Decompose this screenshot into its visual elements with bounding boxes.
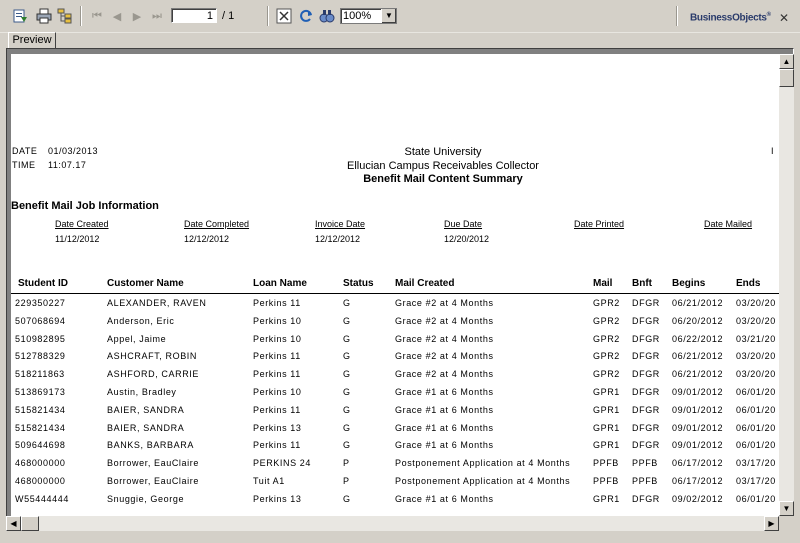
group-tree-icon[interactable] (56, 7, 74, 25)
cell-mail-created: Grace #1 at 6 Months (395, 440, 494, 451)
cell-customer-name: Austin, Bradley (107, 387, 177, 397)
cell-student-id: 512788329 (15, 351, 66, 362)
cell-mail: PPFB (593, 458, 619, 469)
refresh-icon[interactable] (297, 7, 315, 25)
report-page (11, 54, 779, 516)
column-header-begins: Begins (672, 278, 706, 289)
tab-preview[interactable]: Preview (8, 32, 56, 49)
job-header-invoice-date: Invoice Date (315, 219, 366, 229)
job-value-date-completed: 12/12/2012 (184, 234, 230, 244)
cell-status: G (343, 298, 351, 308)
cell-begins: 06/20/2012 (672, 315, 724, 326)
cell-ends: 06/01/20 (736, 387, 776, 397)
cell-mail: GPR2 (593, 369, 620, 380)
cell-mail-created: Grace #2 at 4 Months (395, 369, 494, 380)
cell-bnft: DFGR (632, 315, 660, 326)
toolbar-separator (267, 6, 269, 26)
job-header-date-printed: Date Printed (574, 219, 625, 229)
cell-ends: 03/21/20 (736, 333, 776, 344)
cell-mail: GPR1 (593, 440, 620, 451)
cell-mail: GPR2 (593, 333, 620, 344)
cell-bnft: DFGR (632, 387, 660, 397)
system-name: Ellucian Campus Receivables Collector (347, 160, 539, 172)
cell-mail-created: Grace #1 at 6 Months (395, 404, 494, 415)
cell-ends: 03/20/20 (736, 298, 776, 308)
cell-student-id: 507068694 (15, 315, 66, 326)
cell-customer-name: ALEXANDER, RAVEN (107, 298, 207, 308)
cell-ends: 06/01/20 (736, 422, 776, 433)
cell-mail-created: Postponement Application at 4 Months (395, 476, 571, 486)
cell-status: G (343, 369, 351, 380)
cell-customer-name: Borrower, EauClaire (107, 458, 199, 469)
page-number-input[interactable]: 1 (171, 8, 217, 23)
cell-mail-created: Postponement Application at 4 Months (395, 458, 571, 469)
cell-bnft: DFGR (632, 422, 660, 433)
cell-student-id: 515821434 (15, 404, 66, 415)
cell-student-id: 229350227 (15, 298, 66, 308)
cell-student-id: 510982895 (15, 333, 66, 344)
column-header-bnft: Bnft (632, 278, 652, 289)
cell-status: G (343, 315, 351, 326)
cell-loan-name: Perkins 11 (253, 351, 301, 362)
next-page-icon[interactable]: ▶ (132, 10, 142, 23)
cell-status: G (343, 404, 351, 415)
cell-ends: 06/01/20 (736, 404, 776, 415)
job-value-invoice-date: 12/12/2012 (315, 234, 361, 244)
close-icon[interactable]: ✕ (779, 11, 790, 25)
cell-ends: 06/01/20 (736, 493, 776, 504)
cell-status: P (343, 458, 350, 469)
cell-status: G (343, 333, 351, 344)
cell-mail: GPR2 (593, 351, 620, 362)
cell-customer-name: Anderson, Eric (107, 315, 175, 326)
section-title: Benefit Mail Job Information (11, 200, 159, 212)
vertical-scrollbar[interactable] (779, 54, 794, 516)
cell-bnft: DFGR (632, 493, 660, 504)
column-header-status: Status (343, 278, 374, 289)
stop-icon[interactable] (275, 7, 293, 25)
cell-mail-created: Grace #1 at 6 Months (395, 493, 494, 504)
cell-mail-created: Grace #2 at 4 Months (395, 351, 494, 362)
cell-ends: 03/20/20 (736, 351, 776, 362)
column-header-customer-name: Customer Name (107, 278, 184, 289)
toolbar-separator (676, 6, 678, 26)
cell-status: P (343, 476, 350, 486)
cell-loan-name: Tuit A1 (253, 476, 285, 486)
cell-student-id: 468000000 (15, 458, 66, 469)
print-icon[interactable] (35, 7, 53, 25)
cell-begins: 09/01/2012 (672, 440, 724, 451)
cell-loan-name: Perkins 10 (253, 315, 302, 326)
first-page-icon[interactable]: ⏮ (92, 9, 102, 22)
cell-mail-created: Grace #1 at 6 Months (395, 387, 494, 397)
cell-mail: GPR2 (593, 298, 620, 308)
zoom-value: 100% (343, 10, 372, 22)
cell-customer-name: ASHCRAFT, ROBIN (107, 351, 198, 362)
cell-status: G (343, 351, 351, 362)
cell-student-id: 509644698 (15, 440, 66, 451)
scroll-down-icon[interactable]: ▼ (779, 501, 794, 516)
cell-ends: 03/17/20 (736, 476, 776, 486)
cell-begins: 06/22/2012 (672, 333, 724, 344)
scroll-left-icon[interactable]: ◀ (6, 516, 21, 531)
cell-student-id: 513869173 (15, 387, 66, 397)
org-name: State University (404, 146, 482, 158)
column-header-mail: Mail (593, 278, 613, 289)
cell-mail: GPR1 (593, 404, 620, 415)
brand-logo: BusinessObjects® (690, 12, 771, 24)
cell-bnft: DFGR (632, 440, 660, 451)
job-header-date-created: Date Created (55, 219, 109, 229)
toolbar-separator (80, 6, 82, 26)
cell-mail-created: Grace #2 at 4 Months (395, 333, 494, 344)
zoom-select[interactable] (340, 8, 397, 24)
column-header-ends: Ends (736, 278, 761, 289)
edge-mark: I (771, 146, 774, 156)
export-icon[interactable] (11, 7, 29, 25)
cell-student-id: 515821434 (15, 422, 66, 433)
table-row (11, 334, 779, 352)
job-value-date-created: 11/12/2012 (55, 234, 100, 244)
cell-begins: 06/21/2012 (672, 351, 724, 362)
table-row (11, 316, 779, 334)
cell-customer-name: Snuggie, George (107, 493, 185, 504)
cell-begins: 09/02/2012 (672, 493, 724, 504)
column-header-loan-name: Loan Name (253, 278, 307, 289)
table-row (11, 298, 779, 316)
cell-student-id: 518211863 (15, 369, 65, 380)
cell-mail-created: Grace #2 at 4 Months (395, 315, 494, 326)
cell-customer-name: BAIER, SANDRA (107, 404, 185, 415)
cell-ends: 03/17/20 (736, 458, 776, 469)
cell-ends: 03/20/20 (736, 315, 776, 326)
cell-mail: GPR1 (593, 422, 620, 433)
cell-student-id: 468000000 (15, 476, 66, 486)
toolbar (0, 0, 800, 33)
cell-bnft: DFGR (632, 351, 660, 362)
cell-loan-name: Perkins 13 (253, 422, 302, 433)
table-row (11, 405, 779, 423)
cell-student-id: W55444444 (15, 493, 69, 504)
last-page-icon[interactable]: ⏭ (152, 9, 162, 22)
job-header-date-completed: Date Completed (184, 219, 250, 229)
job-header-date-mailed: Date Mailed (704, 219, 753, 229)
cell-loan-name: Perkins 11 (253, 404, 301, 415)
cell-bnft: DFGR (632, 298, 660, 308)
table-row (11, 458, 779, 476)
cell-status: G (343, 493, 351, 504)
horizontal-scroll-thumb[interactable] (21, 516, 39, 531)
table-row (11, 369, 779, 387)
table-row (11, 440, 779, 458)
cell-ends: 06/01/20 (736, 440, 776, 451)
date-label: DATE (12, 146, 38, 156)
cell-begins: 09/01/2012 (672, 422, 724, 433)
column-header-student-id: Student ID (18, 278, 68, 289)
cell-mail: PPFB (593, 476, 619, 486)
cell-mail-created: Grace #1 at 6 Months (395, 422, 494, 433)
job-value-due-date: 12/20/2012 (444, 234, 490, 244)
cell-customer-name: Appel, Jaime (107, 333, 167, 344)
table-row (11, 423, 779, 441)
cell-customer-name: BANKS, BARBARA (107, 440, 194, 451)
cell-loan-name: Perkins 10 (253, 333, 302, 344)
table-row (11, 494, 779, 512)
table-row (11, 351, 779, 369)
cell-bnft: PPFB (632, 476, 658, 486)
table-row (11, 387, 779, 405)
cell-loan-name: Perkins 11 (253, 369, 301, 380)
cell-loan-name: Perkins 11 (253, 298, 301, 308)
report-title: Benefit Mail Content Summary (363, 173, 523, 185)
cell-bnft: DFGR (632, 369, 660, 380)
job-header-due-date: Due Date (444, 219, 483, 229)
column-header-mail-created: Mail Created (395, 278, 455, 289)
cell-begins: 06/17/2012 (672, 476, 724, 486)
horizontal-scrollbar[interactable] (6, 516, 779, 531)
vertical-scroll-thumb[interactable] (779, 69, 794, 87)
cell-customer-name: ASHFORD, CARRIE (107, 369, 200, 380)
cell-begins: 09/01/2012 (672, 387, 724, 397)
cell-bnft: DFGR (632, 404, 660, 415)
cell-mail: GPR1 (593, 493, 620, 504)
cell-ends: 03/20/20 (736, 369, 776, 380)
cell-mail: GPR2 (593, 315, 620, 326)
cell-bnft: DFGR (632, 333, 660, 344)
date-value: 01/03/2013 (48, 146, 99, 156)
cell-begins: 09/01/2012 (672, 404, 724, 415)
cell-customer-name: Borrower, EauClaire (107, 476, 199, 486)
cell-status: G (343, 440, 351, 451)
time-label: TIME (12, 160, 36, 170)
cell-status: G (343, 422, 351, 433)
table-row (11, 476, 779, 494)
time-value: 11:07.17 (48, 160, 87, 170)
cell-customer-name: BAIER, SANDRA (107, 422, 185, 433)
cell-loan-name: Perkins 13 (253, 493, 302, 504)
cell-bnft: PPFB (632, 458, 658, 469)
cell-begins: 06/21/2012 (672, 369, 724, 380)
scroll-up-icon[interactable]: ▲ (779, 54, 794, 69)
cell-loan-name: Perkins 11 (253, 440, 301, 451)
chevron-down-icon[interactable]: ▼ (381, 9, 396, 23)
cell-loan-name: Perkins 10 (253, 387, 302, 397)
previous-page-icon[interactable]: ◀ (112, 10, 122, 23)
page-total: / 1 (222, 10, 235, 22)
cell-begins: 06/21/2012 (672, 298, 724, 308)
search-icon[interactable] (318, 7, 336, 25)
cell-mail: GPR1 (593, 387, 620, 397)
cell-loan-name: PERKINS 24 (253, 458, 312, 469)
cell-status: G (343, 387, 351, 397)
cell-mail-created: Grace #2 at 4 Months (395, 298, 494, 308)
scroll-right-icon[interactable]: ▶ (764, 516, 779, 531)
scroll-corner (779, 516, 794, 531)
cell-begins: 06/17/2012 (672, 458, 724, 469)
header-divider (11, 293, 779, 294)
